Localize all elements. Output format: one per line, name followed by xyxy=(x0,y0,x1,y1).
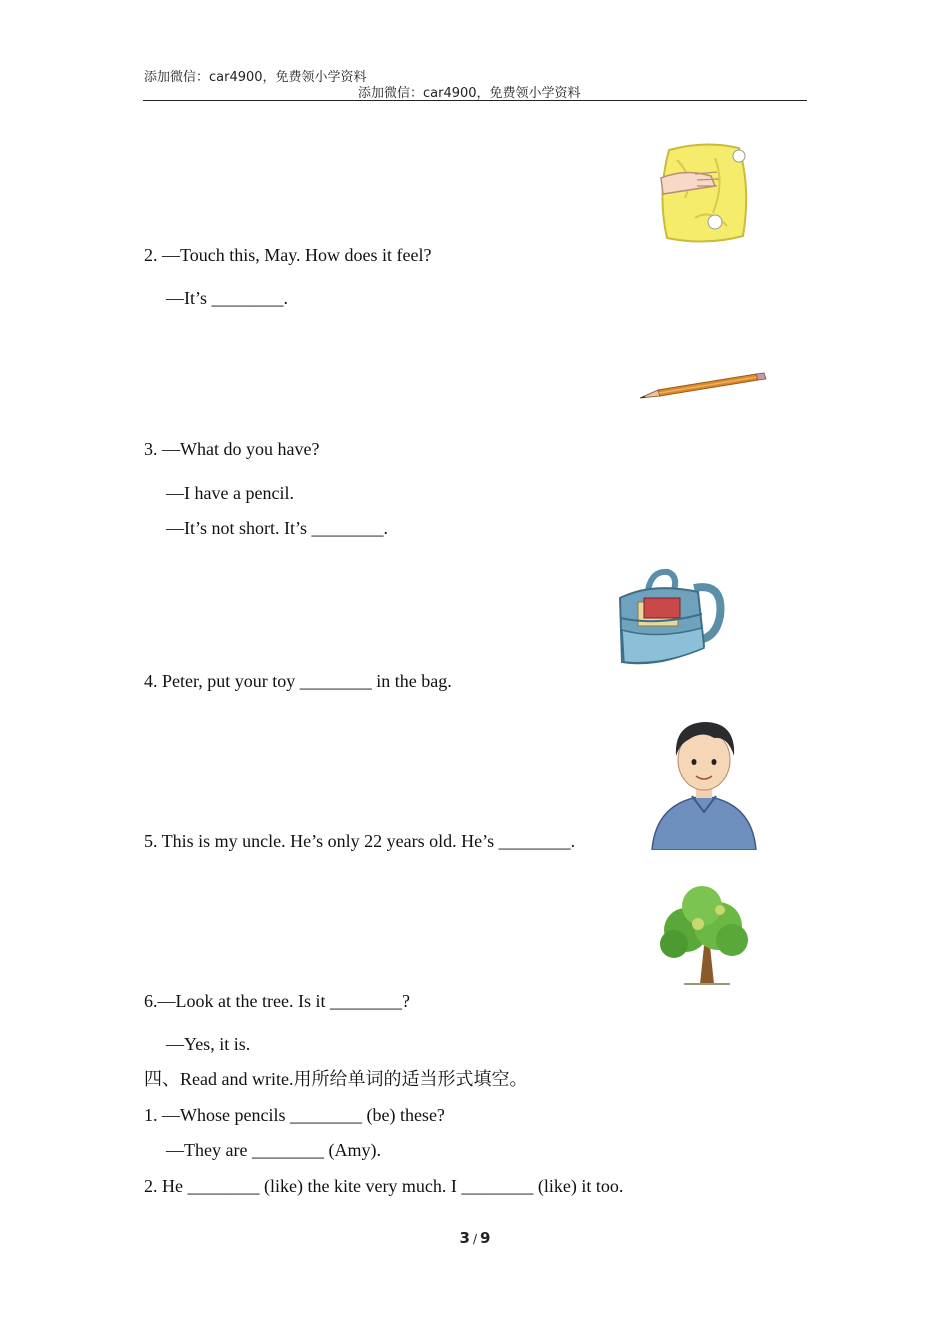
page-total: 9 xyxy=(480,1229,491,1247)
young-man-icon xyxy=(648,716,760,850)
q2-prompt: 2. —Touch this, May. How does it feel? xyxy=(144,245,432,265)
header-watermark-2: 添加微信：car4900，免费领小学资料 xyxy=(358,86,581,101)
q3-prompt: 3. —What do you have? xyxy=(144,439,320,459)
section4-q1-line2: —They are ________ (Amy). xyxy=(166,1140,381,1160)
page-number xyxy=(0,1229,950,1247)
pencil-icon xyxy=(638,370,770,402)
q3-line2: —I have a pencil. xyxy=(166,483,294,503)
q2-answer: —It’s ________. xyxy=(166,288,289,308)
section4-q2: 2. He ________ (like) the kite very much. I ________ (like) it too. xyxy=(144,1176,624,1196)
q4-prompt: 4. Peter, put your toy ________ in the bag. xyxy=(144,671,452,691)
pillow-icon xyxy=(655,138,755,246)
q5-prompt: 5. This is my uncle. He’s only 22 years old. He’s ________. xyxy=(144,831,576,851)
header-rule xyxy=(143,100,807,101)
header-watermark-1: 添加微信：car4900，免费领小学资料 xyxy=(144,70,367,85)
tree-icon xyxy=(654,884,754,990)
q6-answer: —Yes, it is. xyxy=(166,1034,251,1054)
page-current: 3 xyxy=(459,1229,470,1247)
schoolbag-icon xyxy=(612,568,728,672)
q3-line3: —It’s not short. It’s ________. xyxy=(166,518,389,538)
page-separator: / xyxy=(472,1232,478,1246)
section4-q1-line1: 1. —Whose pencils ________ (be) these? xyxy=(144,1105,445,1125)
q6-prompt: 6.—Look at the tree. Is it ________? xyxy=(144,991,410,1011)
section4-title: 四、Read and write.用所给单词的适当形式填空。 xyxy=(144,1069,528,1089)
